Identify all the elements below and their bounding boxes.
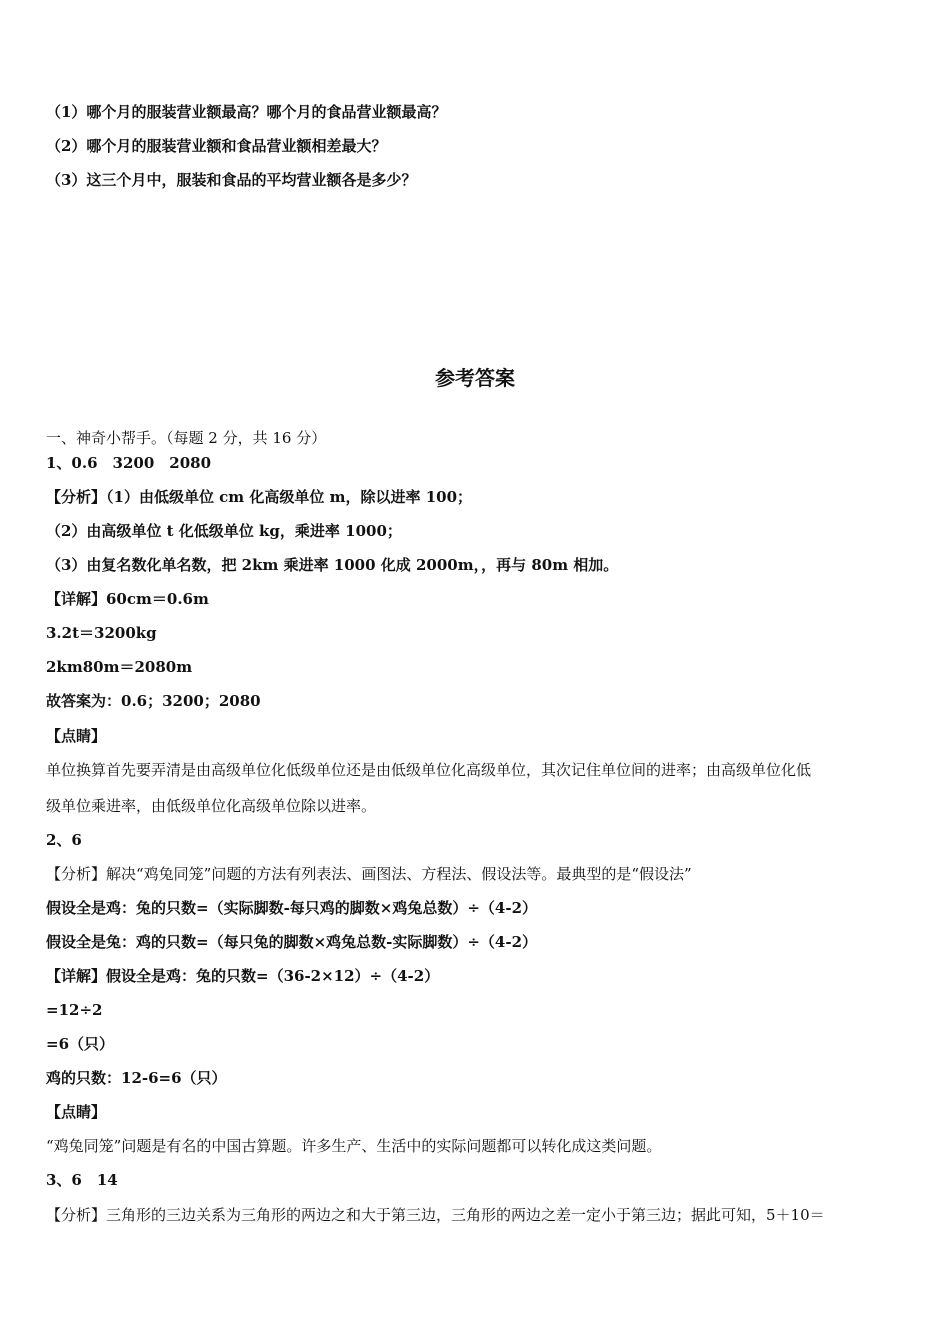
answer-title: 参考答案 (435, 366, 515, 390)
q1-note-line-2: 级单位乘进率，由低级单位化高级单位除以进率。 (46, 797, 377, 815)
q3-answer: 3、6 14 (46, 1171, 118, 1189)
question-3: （3）这三个月中，服装和食品的平均营业额各是多少？ (46, 171, 417, 189)
q2-analysis-3: 假设全是兔：鸡的只数=（每只兔的脚数×鸡兔总数-实际脚数）÷（4-2） (46, 933, 538, 951)
q2-analysis-1: 【分析】解决“鸡兔同笼”问题的方法有列表法、画图法、方程法、假设法等。最典型的是“假设法” (46, 865, 692, 883)
q3-analysis-1: 【分析】三角形的三边关系为三角形的两边之和大于第三边，三角形的两边之差一定小于第三边；据此可知，5＋10＝ (46, 1206, 825, 1224)
q1-answer: 1、0.6 3200 2080 (46, 454, 212, 472)
q2-detail-1: 【详解】假设全是鸡：兔的只数=（36-2×12）÷（4-2） (46, 967, 440, 985)
q1-note-label: 【点睛】 (46, 727, 107, 745)
q2-note-label: 【点睛】 (46, 1103, 107, 1121)
q1-final-answer: 故答案为：0.6；3200；2080 (46, 692, 261, 710)
q2-detail-3: =6（只） (46, 1035, 115, 1053)
question-2: （2）哪个月的服装营业额和食品营业额相差最大？ (46, 137, 387, 155)
q2-detail-4: 鸡的只数：12-6=6（只） (46, 1069, 227, 1087)
q1-detail-1: 【详解】60cm＝0.6m (46, 590, 209, 608)
q2-detail-2: =12÷2 (46, 1001, 103, 1019)
q1-detail-2: 3.2t＝3200kg (46, 624, 157, 642)
q2-note-line-1: “鸡兔同笼”问题是有名的中国古算题。许多生产、生活中的实际问题都可以转化成这类问题。 (46, 1137, 662, 1155)
q1-detail-3: 2km80m＝2080m (46, 658, 193, 676)
q2-answer: 2、6 (46, 831, 82, 849)
q1-analysis-2: （2）由高级单位 t 化低级单位 kg，乘进率 1000； (46, 522, 402, 540)
q1-note-line-1: 单位换算首先要弄清是由高级单位化低级单位还是由低级单位化高级单位，其次记住单位间的进率；由高级单位化低 (46, 761, 812, 779)
q2-analysis-2: 假设全是鸡：兔的只数=（实际脚数-每只鸡的脚数×鸡兔总数）÷（4-2） (46, 899, 538, 917)
q1-analysis-3: （3）由复名数化单名数，把 2km 乘进率 1000 化成 2000m，，再与 80m 相加。 (46, 556, 619, 574)
question-1: （1）哪个月的服装营业额最高？哪个月的食品营业额最高？ (46, 103, 447, 121)
q1-analysis-1: 【分析】（1）由低级单位 cm 化高级单位 m，除以进率 100； (46, 488, 473, 506)
section-heading: 一、神奇小帮手。（每题 2 分，共 16 分） (46, 429, 327, 447)
